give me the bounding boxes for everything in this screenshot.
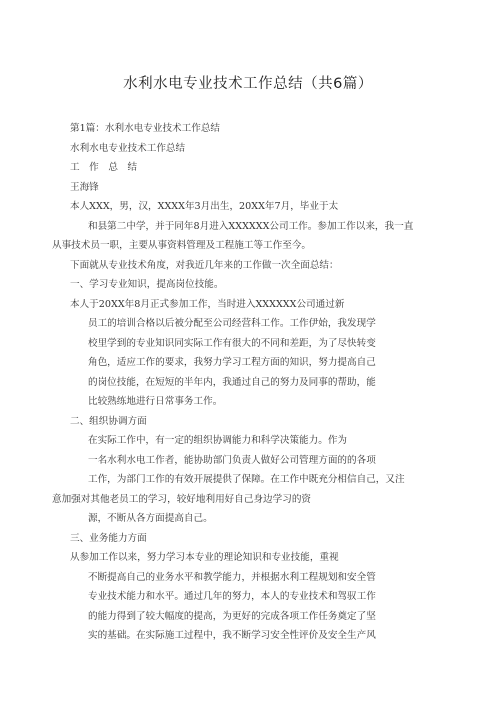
text-line: 在实际工作中，有一定的组织协调能力和科学决策能力。作为 <box>88 435 348 446</box>
text-line: 从事技术员一职，主要从事资料管理及工程施工等工作至今。 <box>52 240 312 251</box>
text-line: 校里学到的专业知识同实际工作有很大的不同和差距，为了尽快转变 <box>88 337 376 349</box>
text-line: 王海锋 <box>70 181 99 193</box>
text-line: 源，不断从各方面提高自己。 <box>88 513 213 524</box>
text-line: 本人于20XX年8月正式参加工作，当时进入XXXXXX公司通过新 <box>70 298 345 310</box>
text-line: 角色，适应工作的要求，我努力学习工程方面的知识，努力提高自己 <box>88 357 376 368</box>
document-body <box>52 119 462 646</box>
text-line: 本人XXX，男，汉，XXXX年3月出生，20XX年7月，毕业于太 <box>70 201 339 212</box>
text-line: 下面就从专业技术角度，对我近几年来的工作做一次全面总结： <box>70 259 339 271</box>
text-line: 员工的培训合格以后被分配至公司经营科工作。工作伊始，我发现学 <box>88 318 376 329</box>
text-line: 工 作 总 结 <box>70 162 138 173</box>
text-line: 工作，为部门工作的有效开展提供了保障。在工作中既充分相信自己，又注 <box>88 474 405 485</box>
text-line: 一、学习专业知识，提高岗位技能。 <box>70 279 224 290</box>
text-line: 的岗位技能，在短短的半年内，我通过自己的努力及同事的帮助，能 <box>88 376 376 388</box>
text-line: 意加强对其他老员工的学习，较好地利用好自己身边学习的资 <box>52 493 312 505</box>
text-line: 专业技术能力和水平。通过几年的努力，本人的专业技术和驾驭工作 <box>88 591 376 602</box>
text-line: 从参加工作以来，努力学习本专业的理论知识和专业技能，重视 <box>70 552 339 563</box>
text-line: 二、组织协调方面 <box>70 415 147 427</box>
text-line: 实的基础。在实际施工过程中，我不断学习安全性评价及安全生产风 <box>88 630 376 641</box>
text-line: 比较熟练地进行日常事务工作。 <box>88 396 223 407</box>
text-line: 第1篇：水利水电专业技术工作总结 <box>70 123 221 134</box>
text-line: 的能力得到了较大幅度的提高，为更好的完成各项工作任务奠定了坚 <box>88 610 376 622</box>
text-line: 和县第二中学，并于同年8月进入XXXXXX公司工作。参加工作以来，我一直 <box>88 220 414 232</box>
text-line: 水利水电专业技术工作总结 <box>70 142 186 154</box>
document-title: 水利水电专业技术工作总结（共6篇） <box>123 76 373 92</box>
text-line: 不断提高自己的业务水平和教学能力，并根据水利工程规划和安全管 <box>88 571 376 583</box>
text-line: 一名水利水电工作者，能协助部门负责人做好公司管理方面的的各项 <box>88 454 376 466</box>
text-line: 三、业务能力方面 <box>70 532 147 544</box>
